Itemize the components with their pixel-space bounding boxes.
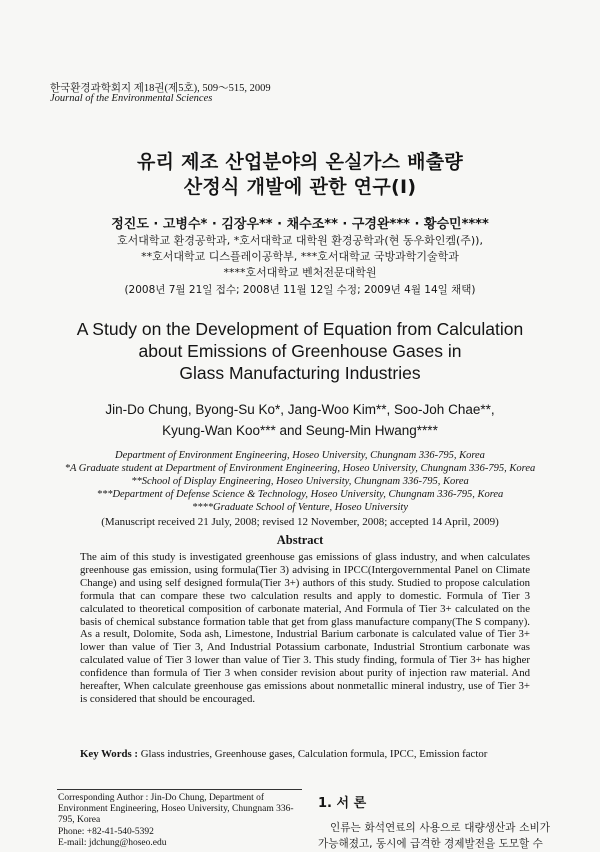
journal-name: Journal of the Environmental Sciences [50, 93, 213, 104]
affiliation-en-5: ****Graduate School of Venture, Hoseo University [192, 502, 408, 513]
footnote-divider [57, 789, 302, 790]
corresponding-author-footnote [58, 793, 303, 849]
keywords [80, 748, 487, 760]
authors-kr: 정진도 · 고병수* · 김장우** · 채수조** · 구경완*** · 황승민**** [111, 217, 489, 232]
footnote-phone: Phone: +82-41-540-5392 [58, 826, 154, 837]
affiliation-en-1: Department of Environment Engineering, Hoseo University, Chungnam 336-795, Korea [115, 450, 485, 461]
title-kr-line2: 산정식 개발에 관한 연구(Ⅰ) [183, 176, 417, 198]
abstract-body: The aim of this study is investigated greenhouse gas emissions of glass industry, and when calculates greenhouse gas emission, using formula(Tier 3) advising in IPCC(Intergovernmental Panel on Climate Change) and using self designed formula(Tier 3+) authors of this study. Studied to propose calculation formula that can compare these two calculation results and apply to domestic. Formula of Tier 3 calculated to theoretical composition of carbonate material, And Formula of Tier 3+ calculated on the basis of chemical substance formation table that get from glass manufacture company(The S company). As a result, Dolomite, Soda ash, Limestone, Industrial Barium carbonate is calculated value of Tier 3+ lower than value of Tier 3, And Industrial Potassium carbonate, Industrial Strontium carbonate was calculated value of Tier 3 lower than value of Tier 3. This study finding, formula of Tier 3+ has higher confidence than formula of Tier 3 when consider revision about purity of injection raw material. And hereafter, When calculate greenhouse gas emissions about nonmetallic mineral industry, use of Tier 3+ is considered that should be encouraged. [80, 551, 530, 705]
title-en-line1: A Study on the Development of Equation from Calculation [76, 319, 524, 339]
affiliation-kr-1: 호서대학교 환경공학과, *호서대학교 대학원 환경공학과(현 동우화인켐(주)), [117, 234, 483, 247]
dates-kr: (2008년 7월 21일 접수; 2008년 11월 12일 수정; 2009년 4월 14일 채택) [124, 284, 476, 296]
section-heading-introduction: 1. 서 론 [318, 796, 367, 811]
received-dates-en: (Manuscript received 21 July, 2008; revised 12 November, 2008; accepted 14 April, 2009) [101, 516, 499, 528]
title-kr-line1: 유리 제조 산업분야의 온실가스 배출량 [136, 151, 464, 173]
affiliation-en-3: **School of Display Engineering, Hoseo University, Chungnam 336-795, Korea [131, 476, 469, 487]
title-en-line3: Glass Manufacturing Industries [179, 363, 421, 383]
affiliation-kr-2: **호서대학교 디스플레이공학부, ***호서대학교 국방과학기술학과 [141, 250, 459, 263]
keywords-label: Key Words : [80, 748, 138, 760]
footnote-author: Corresponding Author : Jin-Do Chung, Department of Environment Engineering, Hoseo University, Chungnam 336-795, Korea [58, 793, 294, 826]
footnote-email: E-mail: jdchung@hoseo.edu [58, 837, 167, 848]
keywords-text: Glass industries, Greenhouse gases, Calculation formula, IPCC, Emission factor [140, 748, 488, 760]
introduction-text: 인류는 화석연료의 사용으로 대량생산과 소비가 가능해졌고, 동시에 급격한 경제발전을 도모할 수 [318, 822, 550, 850]
abstract-heading: Abstract [276, 533, 324, 547]
authors-en-line2: Kyung-Wan Koo*** and Seung-Min Hwang**** [162, 423, 438, 438]
affiliation-en-2: *A Graduate student at Department of Environment Engineering, Hoseo University, Chungnam 336-795, Korea [64, 463, 536, 474]
title-en-line2: about Emissions of Greenhouse Gases in [138, 341, 462, 361]
journal-citation: 한국환경과학회지 제18권(제5호), 509～515, 2009 [50, 83, 271, 94]
affiliation-kr-3: ****호서대학교 벤처전문대학원 [223, 266, 377, 279]
authors-en-line1: Jin-Do Chung, Byong-Su Ko*, Jang-Woo Kim**, Soo-Joh Chae**, [105, 402, 495, 417]
affiliation-en-4: ***Department of Defense Science & Technology, Hoseo University, Chungnam 336-795, Korea [96, 489, 504, 500]
